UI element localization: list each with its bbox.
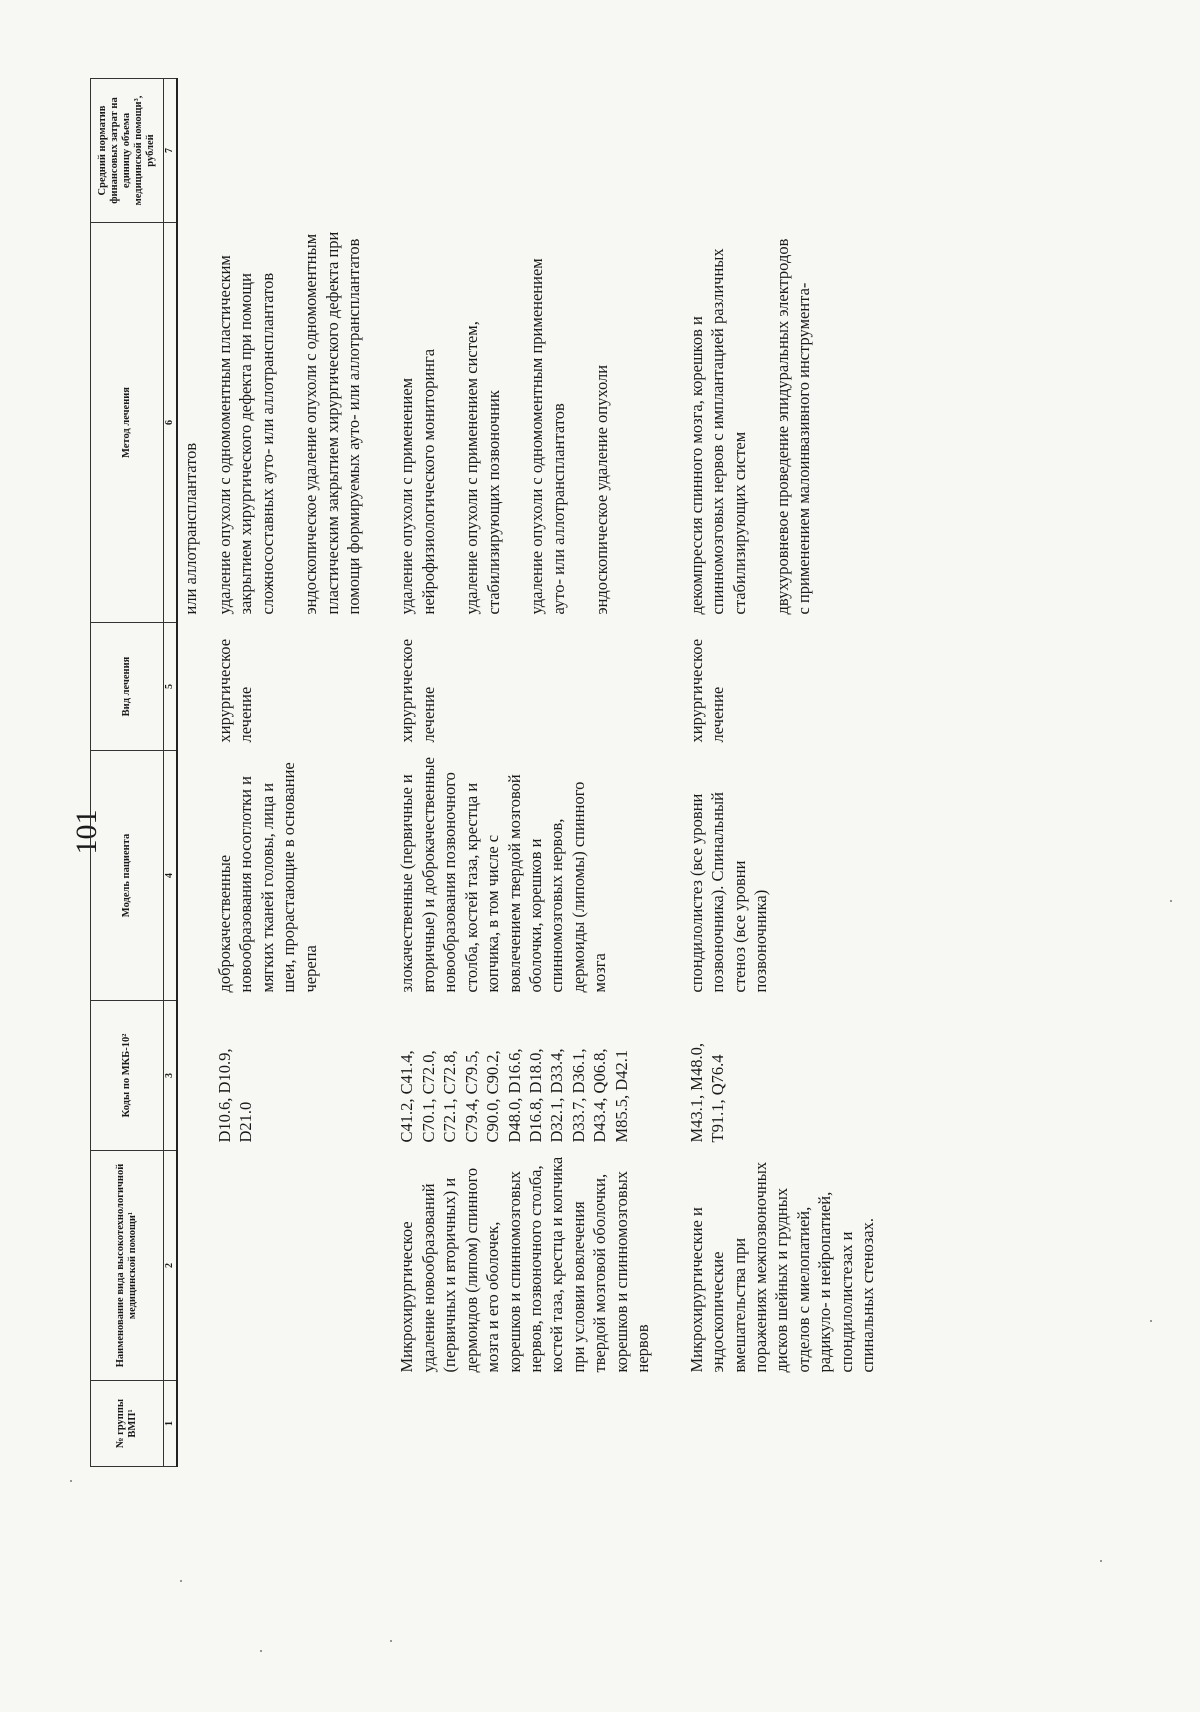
column-number: 5 [164,623,178,751]
treatment-method-item: декомпрессия спинного мозга, корешков и спинномозговых нервов с имплантацией различных стабилизирующих систем [686,248,749,615]
treatment-method-item: удаление опухоли с одномоментным применением ауто- или аллотрансплантатов [527,258,568,615]
treatment-method-cell [212,223,375,623]
patient-model-cell: злокачественные (первичные и вторичные) и доброкачественные новообразования позвоночного столба, костей таза, крестца и копчика, в том числе с вовлечением твердой мозговой оболочки, корешков и спинномозговых нервов, дермоиды (липомы) спинного мозга [397,757,610,993]
table-row [394,79,663,1467]
continuation-row [177,79,211,1467]
header-patient-model: Модель пациента [91,751,164,1001]
treatment-method-item: удаление опухоли с применением нейрофизиологического мониторинга [397,348,438,615]
scan-speck [1170,900,1172,902]
cost-cell [684,79,889,223]
header-vmp-name: Наименование вида высокотехнологичной медицинской помощи¹ [91,1151,164,1381]
treatment-method-item: двухуровневое проведение эпидуральных электродов с применением малоинвазивного инструмента- [772,238,814,615]
vmp-table [90,78,889,1467]
patient-model-cell: доброкачественные новообразования носоглотки и мягких тканей головы, лица и шеи, прорастающие в основание черепа [214,762,320,993]
column-number: 2 [164,1151,178,1381]
column-number-row [164,79,178,1467]
table-row [684,79,889,1467]
scan-speck [260,1650,262,1652]
treatment-method-item: эндоскопическое удаление опухоли [592,364,611,615]
patient-model-cell: спондилолистез (все уровни позвоночника). Спинальный стеноз (все уровни позвоночника) [686,792,770,993]
scan-speck [390,1640,392,1642]
group-number-cell [684,1381,889,1467]
vmp-name-cell: Микрохирургические и эндоскопические вмешательства при поражениях межпозвоночных дисков шейных и грудных отделов с миелопатией, радикуло- и нейропатией, спондилолистезах и спинальных стенозах. [686,1161,878,1373]
header-treatment-type: Вид лечения [91,623,164,751]
vmp-name-cell: Микрохирургическое удаление новообразований (первичных и вторичных) и дермоидов (липом) спинного мозга и его оболочек, корешков и спинномозговых нервов, позвоночного столба, костей таза, крестца и копчика при условии вовлечения твердой мозговой оболочки, корешков и спинномозговых нервов [397,1156,653,1373]
header-row [91,79,164,1467]
icd-codes-cell: C41.2, C41.4, C70.1, C72.0, C72.1, C72.8, C79.4, C79.5, C90.0, C90.2, D48.0, D16.6, D16.8, D18.0, D32.1, D33.4, D33.7, D36.1, D43.4, Q06.8, M85.5, D42.1 [397,1048,631,1143]
group-number-cell [212,1381,375,1467]
icd-codes-cell: M43.1, M48.0, T91.1, Q76.4 [686,1043,728,1143]
treatment-method-cell [684,223,889,623]
scan-speck [1100,1560,1102,1562]
treatment-method-item: удаление опухоли с применением систем, стабилизирующих позвоночник [462,321,503,615]
header-treatment-method: Метод лечения [91,223,164,623]
treatment-type-cell: хирургическое лечение [686,638,728,743]
table-row [212,79,375,1467]
header-icd-codes: Коды по МКБ-10² [91,1001,164,1151]
scan-speck [1150,1320,1152,1322]
treatment-method-item: эндоскопическое удаление опухоли с одномоментным пластическим закрытием хирургического дефекта при помощи формируемых ауто- или аллотрансплантатов [301,231,363,615]
scan-speck [180,1580,182,1582]
scan-speck [70,1480,72,1482]
treatment-type-cell: хирургическое лечение [214,638,256,743]
treatment-type-cell: хирургическое лечение [397,638,438,743]
page-number: 101 [70,809,103,855]
column-number: 1 [164,1381,178,1467]
column-number: 7 [164,79,178,223]
vmp-name-cell [212,1151,375,1381]
icd-codes-cell: D10.6, D10.9, D21.0 [214,1048,256,1143]
header-group-number: № группы ВМП¹ [91,1381,164,1467]
cost-cell [394,79,663,223]
cost-cell [212,79,375,223]
group-number-cell [394,1381,663,1467]
header-cost-standard: Средний норматив финансовых затрат на единицу объема медицинской помощи³, рублей [91,79,164,223]
continuation-method-text: или аллотрансплантатов [181,442,201,615]
column-number: 4 [164,751,178,1001]
treatment-method-cell [394,223,663,623]
column-number: 3 [164,1001,178,1151]
treatment-method-item: удаление опухоли с одномоментным пластическим закрытием хирургического дефекта при помощи сложносоставных ауто- или аллотрансплантатов [214,255,277,615]
column-number: 6 [164,223,178,623]
